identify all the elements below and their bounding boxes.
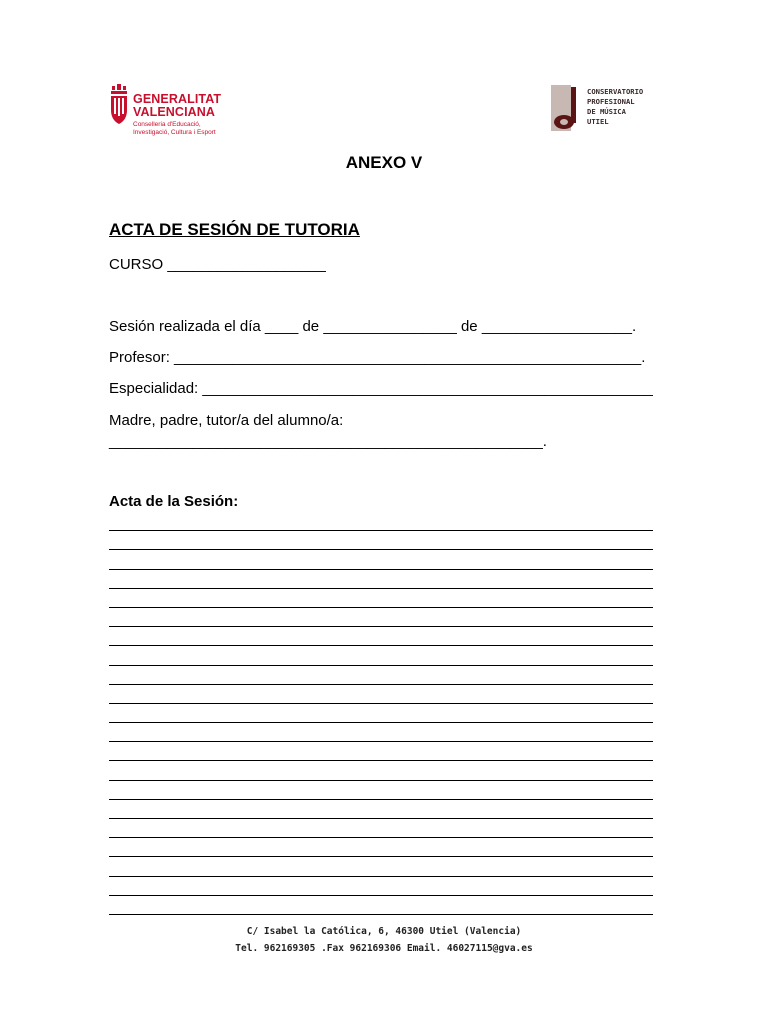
footer-contact: Tel. 962169305 .Fax 962169306 Email. 46027115@gva.es xyxy=(235,943,533,954)
cons-line3: DE MÚSICA xyxy=(587,107,626,116)
writing-line[interactable] xyxy=(109,723,653,742)
conservatorio-name xyxy=(587,87,643,127)
writing-line[interactable] xyxy=(109,896,653,915)
gva-name-line2: VALENCIANA xyxy=(133,105,216,119)
coat-of-arms-icon xyxy=(108,84,130,128)
writing-line[interactable] xyxy=(109,608,653,627)
parent-field-label: Madre, padre, tutor/a del alumno/a: xyxy=(109,412,344,429)
writing-line[interactable] xyxy=(109,570,653,589)
especialidad-field[interactable]: Especialidad: ______________________________________________________ xyxy=(109,380,653,397)
writing-line[interactable] xyxy=(109,627,653,646)
profesor-field[interactable]: Profesor: ________________________________________________________. xyxy=(109,349,646,366)
writing-line[interactable] xyxy=(109,512,653,531)
writing-line[interactable] xyxy=(109,666,653,685)
parent-field[interactable]: ____________________________________________________. xyxy=(109,433,547,450)
gva-name-line1: GENERALITAT xyxy=(133,92,222,106)
writing-line[interactable] xyxy=(109,877,653,896)
writing-line[interactable] xyxy=(109,781,653,800)
acta-sesion-label: Acta de la Sesión: xyxy=(109,493,239,510)
writing-line[interactable] xyxy=(109,857,653,876)
writing-line[interactable] xyxy=(109,800,653,819)
gva-subtitle xyxy=(133,121,216,136)
generalitat-valenciana-logo xyxy=(108,84,228,136)
writing-line[interactable] xyxy=(109,589,653,608)
writing-line[interactable] xyxy=(109,838,653,857)
sesion-date-field[interactable]: Sesión realizada el día ____ de ________________ de __________________. xyxy=(109,318,637,335)
footer-address: C/ Isabel la Católica, 6, 46300 Utiel (Valencia) xyxy=(246,926,522,937)
document-title: ACTA DE SESIÓN DE TUTORIA xyxy=(109,220,360,239)
acta-writing-lines[interactable] xyxy=(109,512,653,915)
annex-heading: ANEXO V xyxy=(345,153,423,172)
writing-line[interactable] xyxy=(109,646,653,665)
cons-line2: PROFESIONAL xyxy=(587,97,635,106)
gva-name xyxy=(133,93,221,119)
curso-field[interactable]: CURSO ___________________ xyxy=(109,256,326,273)
writing-line[interactable] xyxy=(109,819,653,838)
music-note-logo-icon xyxy=(551,85,583,131)
gva-sub-line2: Investigació, Cultura i Esport xyxy=(133,128,216,136)
writing-line[interactable] xyxy=(109,704,653,723)
writing-line[interactable] xyxy=(109,531,653,550)
writing-line[interactable] xyxy=(109,742,653,761)
writing-line[interactable] xyxy=(109,685,653,704)
writing-line[interactable] xyxy=(109,550,653,569)
gva-sub-line1: Conselleria d'Educació, xyxy=(133,121,201,128)
cons-line1: CONSERVATORIO xyxy=(587,87,644,96)
writing-line[interactable] xyxy=(109,761,653,780)
cons-line4: UTIEL xyxy=(587,117,609,126)
conservatorio-logo xyxy=(551,85,661,133)
